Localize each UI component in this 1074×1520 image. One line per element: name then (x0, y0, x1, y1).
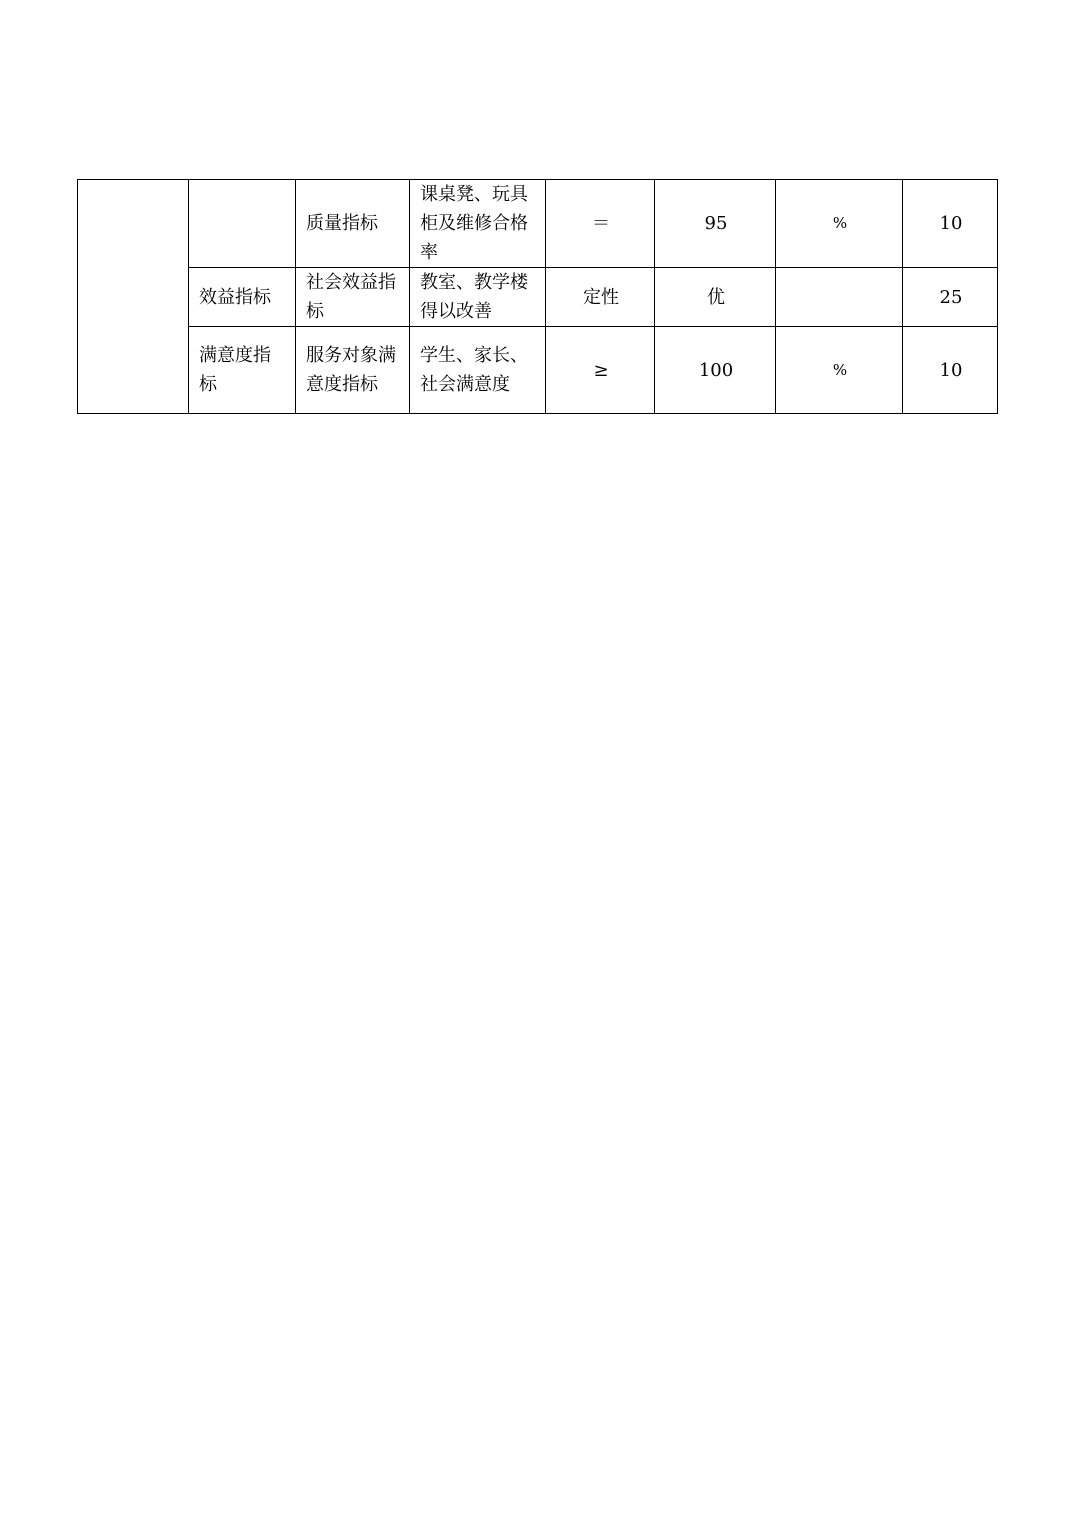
weight-cell: 10 (903, 180, 998, 268)
level3-indicator-cell: 质量指标 (296, 180, 410, 268)
unit-cell: % (776, 327, 903, 414)
level2-indicator-cell: 效益指标 (189, 268, 296, 327)
indicator-content-cell: 学生、家长、社会满意度 (410, 327, 546, 414)
level3-indicator-cell: 服务对象满意度指标 (296, 327, 410, 414)
indicator-content-cell: 教室、教学楼得以改善 (410, 268, 546, 327)
table-row (78, 327, 998, 414)
target-value-cell: 100 (655, 327, 776, 414)
table-row (78, 268, 998, 327)
target-value-cell: 95 (655, 180, 776, 268)
level2-indicator-cell: 满意度指标 (189, 327, 296, 414)
table-row (78, 180, 998, 268)
weight-cell: 25 (903, 268, 998, 327)
weight-cell: 10 (903, 327, 998, 414)
unit-cell (776, 268, 903, 327)
operator-cell: ≥ (546, 327, 655, 414)
performance-indicator-table (77, 179, 998, 414)
operator-cell: ＝ (546, 180, 655, 268)
indicator-content-cell: 课桌凳、玩具柜及维修合格率 (410, 180, 546, 268)
unit-cell: % (776, 180, 903, 268)
level2-indicator-cell (189, 180, 296, 268)
level3-indicator-cell: 社会效益指标 (296, 268, 410, 327)
level1-indicator-cell (78, 180, 189, 414)
target-value-cell: 优 (655, 268, 776, 327)
operator-cell: 定性 (546, 268, 655, 327)
